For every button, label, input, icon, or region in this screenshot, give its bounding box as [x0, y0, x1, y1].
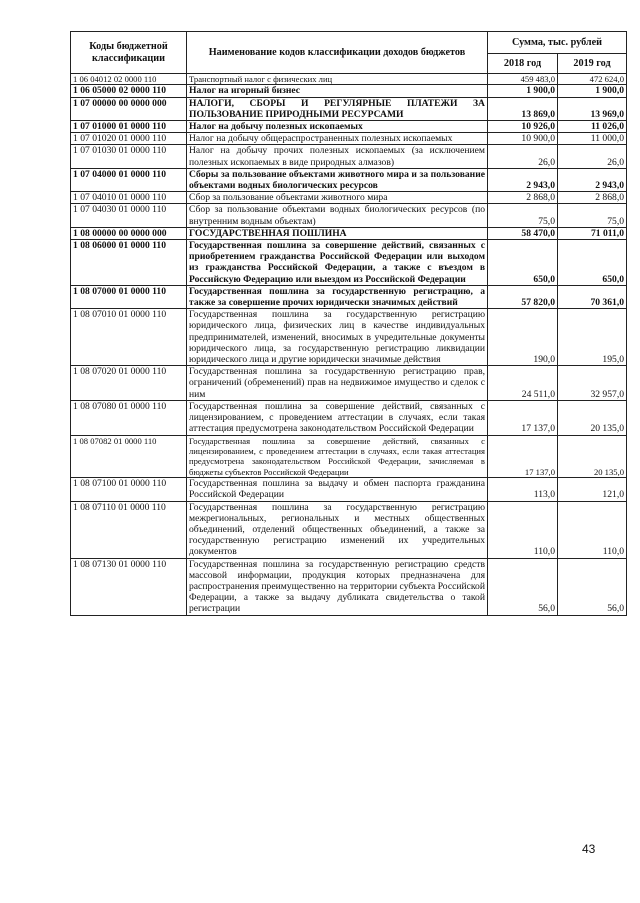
- row-code: 1 07 00000 00 0000 000: [71, 97, 187, 120]
- table-row: [71, 400, 627, 435]
- row-value-2019: 70 361,0: [558, 285, 627, 308]
- row-value-2019: 75,0: [558, 204, 627, 227]
- row-name: Государственная пошлина за совершение действий, связанных с лицензированием, с проведением аттестации в случаях, если такая аттестация предусмотрена законодательством Российской Федерации: [187, 400, 488, 435]
- header-sum: Сумма, тыс. рублей: [488, 32, 627, 54]
- row-code: 1 08 07100 01 0000 110: [71, 478, 187, 501]
- row-value-2019: 20 135,0: [558, 400, 627, 435]
- row-value-2018: 75,0: [488, 204, 558, 227]
- row-name: Налог на добычу прочих полезных ископаемых (за исключением полезных ископаемых в виде природных алмазов): [187, 145, 488, 168]
- row-code: 1 08 07130 01 0000 110: [71, 558, 187, 615]
- row-value-2018: 56,0: [488, 558, 558, 615]
- row-name: Сбор за пользование объектами животного мира: [187, 192, 488, 204]
- row-value-2018: 17 137,0: [488, 400, 558, 435]
- table-row: [71, 121, 627, 133]
- row-name: Государственная пошлина за выдачу и обмен паспорта гражданина Российской Федерации: [187, 478, 488, 501]
- table-row: [71, 558, 627, 615]
- table-row: [71, 240, 627, 286]
- row-name: НАЛОГИ, СБОРЫ И РЕГУЛЯРНЫЕ ПЛАТЕЖИ ЗА ПОЛЬЗОВАНИЕ ПРИРОДНЫМИ РЕСУРСАМИ: [187, 97, 488, 120]
- row-name: Государственная пошлина за совершение действий, связанных с приобретением гражданства Российской Федерации или выходом из гражданства Российской Федерации, а также с въездом в Российскую Федерацию или выездом из Российской Федерации: [187, 240, 488, 286]
- row-code: 1 08 07010 01 0000 110: [71, 309, 187, 366]
- row-value-2019: 472 624,0: [558, 74, 627, 85]
- row-value-2018: 24 511,0: [488, 366, 558, 401]
- row-code: 1 08 07080 01 0000 110: [71, 400, 187, 435]
- row-value-2018: 57 820,0: [488, 285, 558, 308]
- table-row: [71, 435, 627, 478]
- row-name: Государственная пошлина за совершение действий, связанных с лицензированием, с проведением аттестации в случаях, если такая аттестация предусмотрена законодательством Российской Федерации, зачисляемая в бюджеты субъектов Российской Федерации: [187, 435, 488, 478]
- row-value-2018: 10 926,0: [488, 121, 558, 133]
- row-code: 1 08 07000 01 0000 110: [71, 285, 187, 308]
- row-value-2018: 26,0: [488, 145, 558, 168]
- row-name: Налог на добычу общераспространенных полезных ископаемых: [187, 133, 488, 145]
- row-value-2018: 10 900,0: [488, 133, 558, 145]
- row-value-2018: 17 137,0: [488, 435, 558, 478]
- row-value-2019: 11 026,0: [558, 121, 627, 133]
- row-value-2018: 650,0: [488, 240, 558, 286]
- row-value-2018: 2 868,0: [488, 192, 558, 204]
- table-row: [71, 366, 627, 401]
- row-code: 1 06 04012 02 0000 110: [71, 74, 187, 85]
- table-row: [71, 501, 627, 558]
- row-name: Сбор за пользование объектами водных биологических ресурсов (по внутренним водным объектам): [187, 204, 488, 227]
- table-row: [71, 97, 627, 120]
- row-value-2019: 32 957,0: [558, 366, 627, 401]
- row-code: 1 07 01000 01 0000 110: [71, 121, 187, 133]
- table-row: [71, 309, 627, 366]
- budget-table-page: [70, 31, 626, 616]
- table-row: [71, 478, 627, 501]
- row-name: Государственная пошлина за государственную регистрацию, а также за совершение прочих юридически значимых действий: [187, 285, 488, 308]
- row-name: Государственная пошлина за государственную регистрацию средств массовой информации, продукция которых предназначена для распространения преимущественно на территории субъекта Российской Федерации, а также за выдачу дубликата свидетельства о такой регистрации: [187, 558, 488, 615]
- row-value-2019: 1 900,0: [558, 85, 627, 97]
- row-value-2018: 58 470,0: [488, 227, 558, 239]
- row-code: 1 07 04010 01 0000 110: [71, 192, 187, 204]
- row-value-2018: 190,0: [488, 309, 558, 366]
- table-row: [71, 168, 627, 191]
- row-value-2019: 121,0: [558, 478, 627, 501]
- row-code: 1 08 00000 00 0000 000: [71, 227, 187, 239]
- row-value-2018: 13 869,0: [488, 97, 558, 120]
- row-value-2019: 2 943,0: [558, 168, 627, 191]
- row-code: 1 08 07110 01 0000 110: [71, 501, 187, 558]
- row-value-2019: 20 135,0: [558, 435, 627, 478]
- row-value-2018: 2 943,0: [488, 168, 558, 191]
- row-name: Государственная пошлина за государственную регистрацию прав, ограничений (обременений) прав на недвижимое имущество и сделок с ним: [187, 366, 488, 401]
- table-row: [71, 227, 627, 239]
- row-code: 1 08 07020 01 0000 110: [71, 366, 187, 401]
- row-name: Налог на игорный бизнес: [187, 85, 488, 97]
- row-code: 1 08 07082 01 0000 110: [71, 435, 187, 478]
- row-value-2019: 26,0: [558, 145, 627, 168]
- row-value-2019: 650,0: [558, 240, 627, 286]
- row-value-2019: 13 969,0: [558, 97, 627, 120]
- table-row: [71, 85, 627, 97]
- row-value-2019: 195,0: [558, 309, 627, 366]
- row-code: 1 07 04000 01 0000 110: [71, 168, 187, 191]
- row-value-2019: 56,0: [558, 558, 627, 615]
- row-name: Транспортный налог с физических лиц: [187, 74, 488, 85]
- row-value-2018: 1 900,0: [488, 85, 558, 97]
- row-name: ГОСУДАРСТВЕННАЯ ПОШЛИНА: [187, 227, 488, 239]
- row-code: 1 08 06000 01 0000 110: [71, 240, 187, 286]
- header-year-2018: 2018 год: [488, 54, 558, 74]
- row-value-2019: 71 011,0: [558, 227, 627, 239]
- row-value-2019: 11 000,0: [558, 133, 627, 145]
- row-name: Государственная пошлина за государственную регистрацию межрегиональных, региональных и местных общественных объединений, отделений общественных объединений, а также за государственную регистрацию изменений их учредительных документов: [187, 501, 488, 558]
- row-value-2019: 110,0: [558, 501, 627, 558]
- row-code: 1 07 01020 01 0000 110: [71, 133, 187, 145]
- row-value-2018: 459 483,0: [488, 74, 558, 85]
- header-year-2019: 2019 год: [558, 54, 627, 74]
- row-name: Сборы за пользование объектами животного мира и за пользование объектами водных биологических ресурсов: [187, 168, 488, 191]
- row-value-2018: 113,0: [488, 478, 558, 501]
- page-number: 43: [582, 842, 596, 856]
- header-codes: Коды бюджетной классификации: [71, 32, 187, 74]
- row-name: Государственная пошлина за государственную регистрацию юридического лица, физических лиц в качестве индивидуальных предпринимателей, изменений, вносимых в учредительные документы юридического лица, за государственную регистрацию ликвидации юридического лица и другие юридически значимые действия: [187, 309, 488, 366]
- row-name: Налог на добычу полезных ископаемых: [187, 121, 488, 133]
- row-value-2018: 110,0: [488, 501, 558, 558]
- revenue-classification-table: [70, 31, 627, 616]
- table-row: [71, 74, 627, 85]
- row-code: 1 07 01030 01 0000 110: [71, 145, 187, 168]
- table-row: [71, 145, 627, 168]
- table-row: [71, 285, 627, 308]
- table-row: [71, 204, 627, 227]
- header-name: Наименование кодов классификации доходов бюджетов: [187, 32, 488, 74]
- row-code: 1 06 05000 02 0000 110: [71, 85, 187, 97]
- row-code: 1 07 04030 01 0000 110: [71, 204, 187, 227]
- row-value-2019: 2 868,0: [558, 192, 627, 204]
- table-row: [71, 133, 627, 145]
- table-row: [71, 192, 627, 204]
